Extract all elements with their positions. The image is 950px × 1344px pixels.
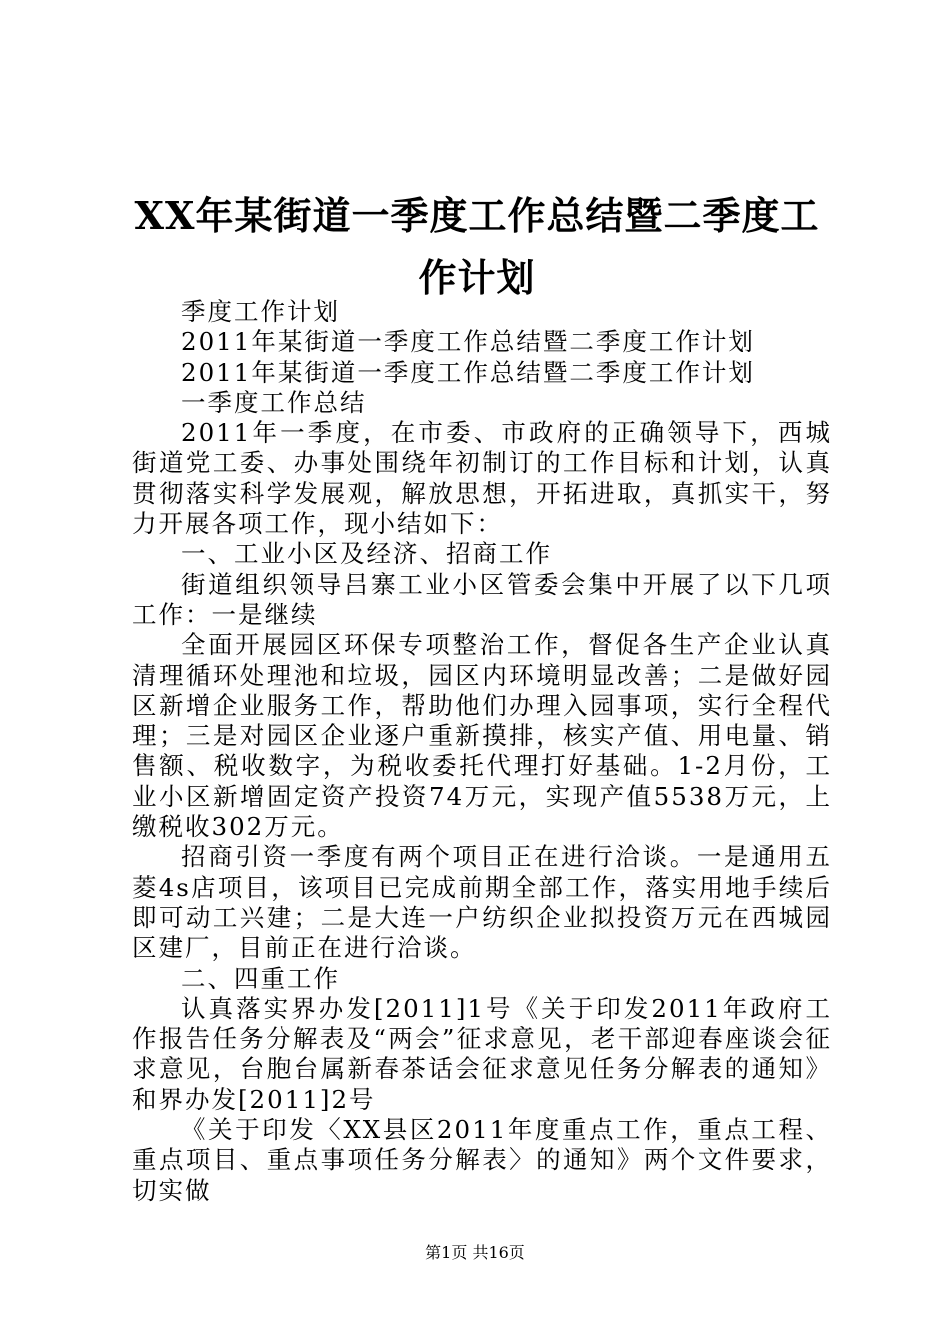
paragraph: 《关于印发〈XX县区2011年度重点工作，重点工程、重点项目、重点事项任务分解表〉的通知》两个文件要求，切实做 <box>132 1115 832 1205</box>
paragraph: 街道组织领导吕寨工业小区管委会集中开展了以下几项工作：一是继续 <box>132 569 832 629</box>
paragraph: 2011年某街道一季度工作总结暨二季度工作计划 <box>181 327 755 357</box>
paragraph: 招商引资一季度有两个项目正在进行洽谈。一是通用五菱4s店项目，该项目已完成前期全部工作，落实用地手续后即可动工兴建；二是大连一户纺织企业拟投资万元在西城园区建厂，目前正在进行洽谈。 <box>132 842 832 963</box>
paragraph: 一季度工作总结 <box>181 387 367 417</box>
paragraph: 2011年某街道一季度工作总结暨二季度工作计划 <box>181 357 755 387</box>
paragraph: 季度工作计划 <box>181 297 340 326</box>
paragraph: 全面开展园区环保专项整治工作，督促各生产企业认真清理循环处理池和垃圾，园区内环境明显改善；二是做好园区新增企业服务工作，帮助他们办理入园事项，实行全程代理；三是对园区企业逐户重新摸排，核实产值、用电量、销售额、税收数字，为税收委托代理打好基础。1-2月份，工业小区新增固定资产投资74万元，实现产值5538万元，上缴税收302万元。 <box>132 630 832 842</box>
page-footer <box>0 1243 950 1263</box>
paragraph: 一、工业小区及经济、招商工作 <box>181 539 552 569</box>
paragraph: 二、四重工作 <box>181 963 340 993</box>
paragraph: 认真落实界办发[2011]1号《关于印发2011年政府工作报告任务分解表及“两会”征求意见，老干部迎春座谈会征求意见，台胞台属新春茶话会征求意见任务分解表的通知》和界办发[2011]2号 <box>132 993 832 1114</box>
page-number: 第1页 共16页 <box>425 1243 525 1262</box>
document-title: XX年某街道一季度工作总结暨二季度工作计划 <box>134 193 820 300</box>
paragraph: 2011年一季度，在市委、市政府的正确领导下，西城街道党工委、办事处围绕年初制订的工作目标和计划，认真贯彻落实科学发展观，解放思想，开拓进取，真抓实干，努力开展各项工作，现小结如下： <box>132 418 832 539</box>
document-body <box>132 297 832 1206</box>
